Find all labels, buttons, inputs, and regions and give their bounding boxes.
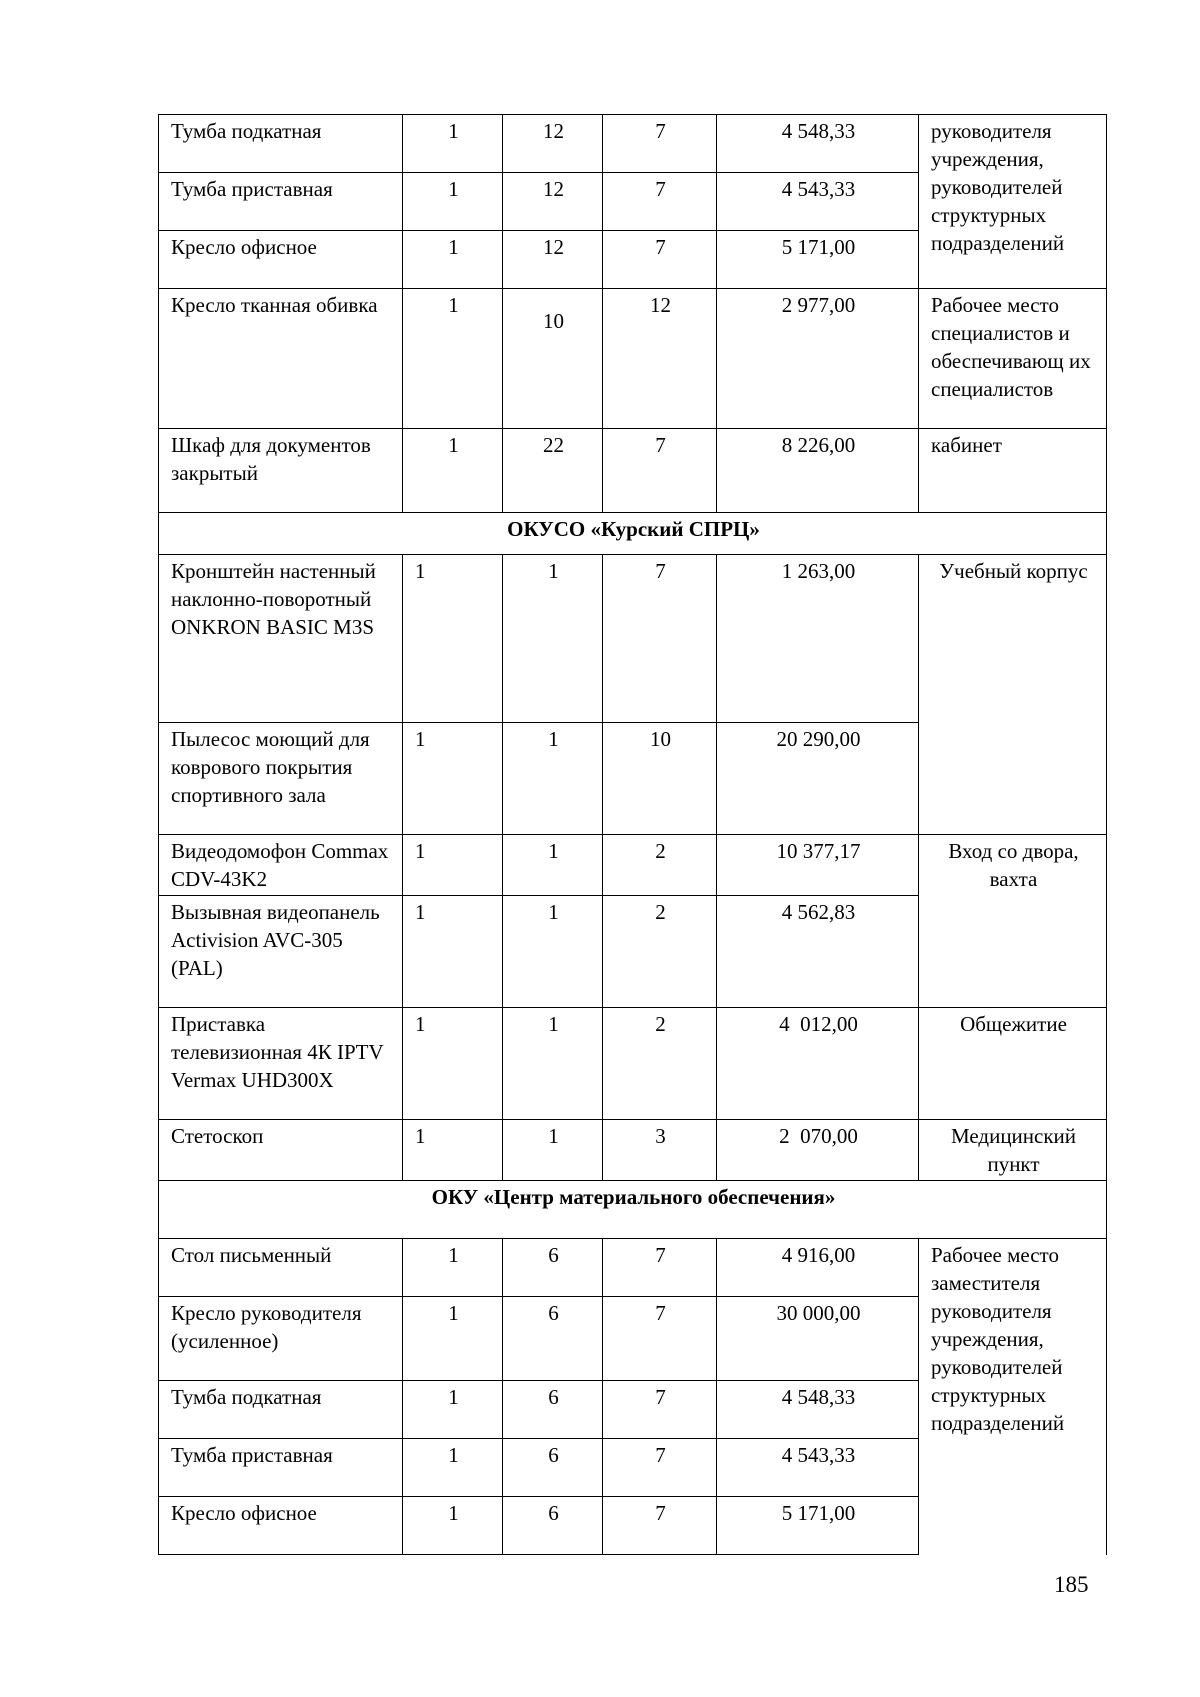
- item-name: Вызывная видеопанель Activision AVC-305 (PAL): [159, 896, 403, 1008]
- item-count: 2: [603, 1008, 717, 1120]
- table-row: [159, 115, 1107, 173]
- item-price: 8 226,00: [717, 429, 919, 513]
- item-location: Вход со двора, вахта: [919, 835, 1107, 1008]
- section-title: ОКУСО «Курский СПРЦ»: [159, 513, 1107, 555]
- item-years: 12: [503, 173, 603, 231]
- item-years: 22: [503, 429, 603, 513]
- table-row: [159, 1120, 1107, 1181]
- item-name: Шкаф для документов закрытый: [159, 429, 403, 513]
- page-number: 185: [1054, 1572, 1089, 1597]
- item-location: Рабочее место специалистов и обеспечивающ их специалистов: [919, 289, 1107, 429]
- item-years: 12: [503, 115, 603, 173]
- item-price: 4 012,00: [717, 1008, 919, 1120]
- item-count: 7: [603, 1439, 717, 1497]
- item-years-value: 10: [543, 309, 564, 333]
- item-qty: 1: [403, 835, 503, 896]
- item-name: Кресло тканная обивка: [159, 289, 403, 429]
- item-qty: 1: [403, 429, 503, 513]
- item-name: Кресло руководителя (усиленное): [159, 1297, 403, 1381]
- table-row: [159, 429, 1107, 513]
- item-location: Общежитие: [919, 1008, 1107, 1120]
- item-years: 12: [503, 231, 603, 289]
- item-name: Кресло офисное: [159, 231, 403, 289]
- item-name: Кронштейн настенный наклонно-поворотный ONKRON BASIC M3S: [159, 555, 403, 723]
- item-count: 10: [603, 723, 717, 835]
- item-qty: 1: [403, 1497, 503, 1555]
- item-years: 1: [503, 723, 603, 835]
- item-count: 7: [603, 1239, 717, 1297]
- item-count: 7: [603, 231, 717, 289]
- item-name: Стетоскоп: [159, 1120, 403, 1181]
- table-row: [159, 1239, 1107, 1297]
- item-qty: 1: [403, 1297, 503, 1381]
- item-qty: 1: [403, 1239, 503, 1297]
- item-price: 4 548,33: [717, 1381, 919, 1439]
- item-qty: 1: [403, 115, 503, 173]
- item-years: 6: [503, 1239, 603, 1297]
- item-count: 7: [603, 1297, 717, 1381]
- item-location: Учебный корпус: [919, 555, 1107, 835]
- item-price: 1 263,00: [717, 555, 919, 723]
- item-count: 12: [603, 289, 717, 429]
- item-years: 1: [503, 555, 603, 723]
- section-title: ОКУ «Центр материального обеспечения»: [159, 1181, 1107, 1239]
- item-years: 6: [503, 1439, 603, 1497]
- item-years: [503, 289, 603, 429]
- item-count: 7: [603, 429, 717, 513]
- table-row: [159, 835, 1107, 896]
- item-name: Видеодомофон Commax CDV-43K2: [159, 835, 403, 896]
- item-price: 4 916,00: [717, 1239, 919, 1297]
- item-qty: 1: [403, 1120, 503, 1181]
- item-name: Тумба приставная: [159, 173, 403, 231]
- section-header-row: [159, 513, 1107, 555]
- item-years: 1: [503, 896, 603, 1008]
- item-count: 3: [603, 1120, 717, 1181]
- item-qty: 1: [403, 555, 503, 723]
- equipment-table: [158, 114, 1107, 1555]
- item-price: 5 171,00: [717, 231, 919, 289]
- item-count: 7: [603, 173, 717, 231]
- item-count: 2: [603, 896, 717, 1008]
- item-price: 2 977,00: [717, 289, 919, 429]
- item-price: 4 543,33: [717, 1439, 919, 1497]
- item-price: 4 562,83: [717, 896, 919, 1008]
- table-row: [159, 1008, 1107, 1120]
- item-years: 1: [503, 1120, 603, 1181]
- item-qty: 1: [403, 1381, 503, 1439]
- item-location: кабинет: [919, 429, 1107, 513]
- item-count: 7: [603, 555, 717, 723]
- item-price: 4 543,33: [717, 173, 919, 231]
- item-price: 30 000,00: [717, 1297, 919, 1381]
- item-count: 7: [603, 1381, 717, 1439]
- item-price: 2 070,00: [717, 1120, 919, 1181]
- item-location: руководителя учреждения, руководителей структурных подразделений: [919, 115, 1107, 289]
- table-row: [159, 555, 1107, 723]
- item-count: 7: [603, 115, 717, 173]
- item-price: 5 171,00: [717, 1497, 919, 1555]
- item-qty: 1: [403, 289, 503, 429]
- item-qty: 1: [403, 173, 503, 231]
- item-name: Стол письменный: [159, 1239, 403, 1297]
- item-years: 6: [503, 1497, 603, 1555]
- item-count: 2: [603, 835, 717, 896]
- item-name: Пылесос моющий для коврового покрытия спортивного зала: [159, 723, 403, 835]
- item-qty: 1: [403, 231, 503, 289]
- table-row: [159, 289, 1107, 429]
- item-price: 4 548,33: [717, 115, 919, 173]
- item-count: 7: [603, 1497, 717, 1555]
- item-name: Тумба приставная: [159, 1439, 403, 1497]
- item-years: 1: [503, 835, 603, 896]
- item-qty: 1: [403, 896, 503, 1008]
- item-price: 10 377,17: [717, 835, 919, 896]
- item-price: 20 290,00: [717, 723, 919, 835]
- item-name: Тумба подкатная: [159, 1381, 403, 1439]
- item-qty: 1: [403, 1439, 503, 1497]
- item-years: 1: [503, 1008, 603, 1120]
- item-name: Кресло офисное: [159, 1497, 403, 1555]
- item-name: Приставка телевизионная 4К IPTV Vermax UHD300X: [159, 1008, 403, 1120]
- section-header-row: [159, 1181, 1107, 1239]
- item-name: Тумба подкатная: [159, 115, 403, 173]
- item-qty: 1: [403, 1008, 503, 1120]
- item-qty: 1: [403, 723, 503, 835]
- item-location: Рабочее место заместителя руководителя учреждения, руководителей структурных подразделений: [919, 1239, 1107, 1555]
- item-location: Медицинский пункт: [919, 1120, 1107, 1181]
- item-years: 6: [503, 1297, 603, 1381]
- item-years: 6: [503, 1381, 603, 1439]
